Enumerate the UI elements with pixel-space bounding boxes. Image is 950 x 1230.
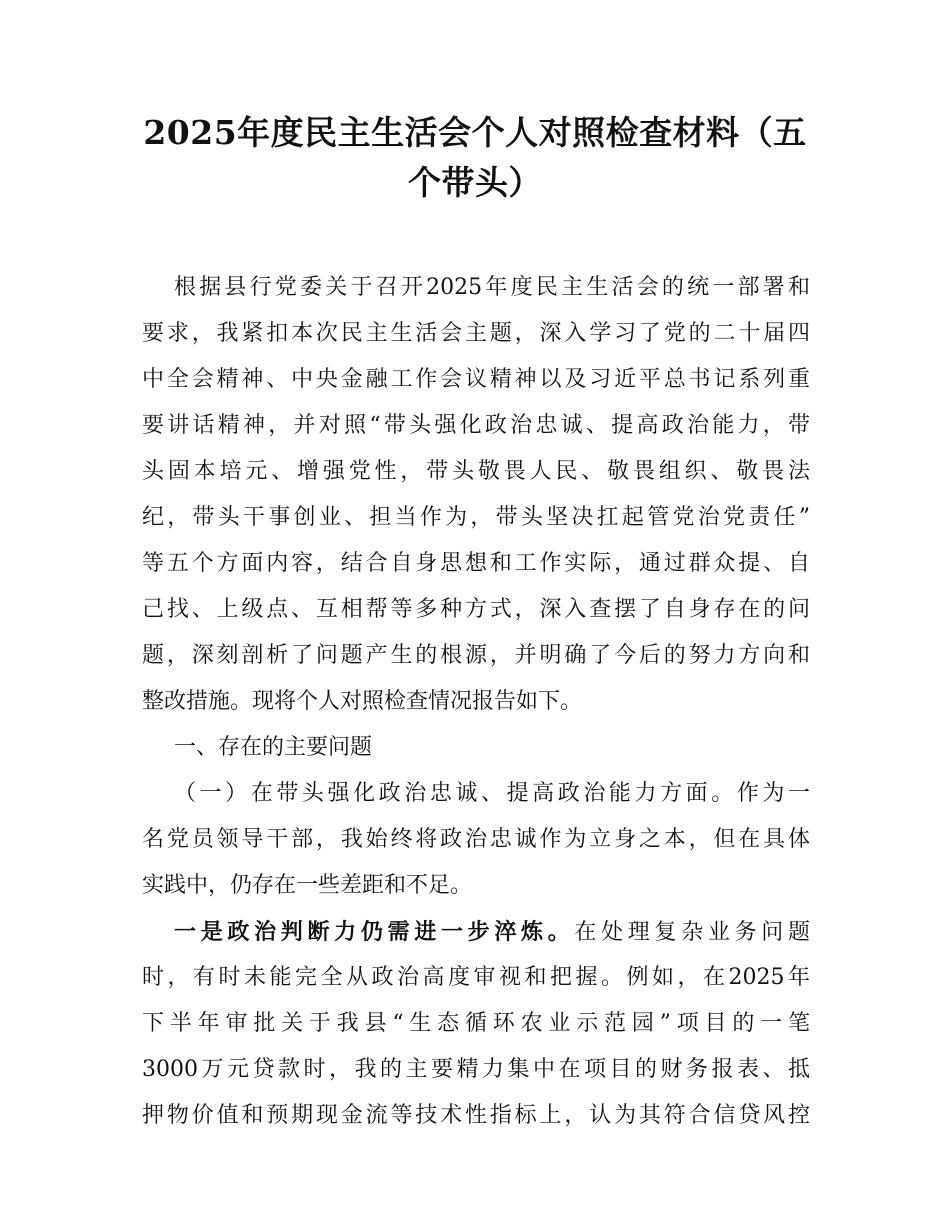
- intro-line: 根据县行党委关于召开2025年度民主生活会的统一部署和: [174, 275, 810, 300]
- point-line: 3000万元贷款时，我的主要精力集中在项目的财务报表、抵: [142, 1057, 810, 1082]
- title-line-1: 2025年度民主生活会个人对照检查材料（五: [143, 113, 807, 152]
- title-line-2: 个带头）: [408, 163, 542, 202]
- intro-line: 题，深刻剖析了问题产生的根源，并明确了今后的努力方向和: [142, 643, 810, 668]
- point-line: [142, 909, 810, 955]
- point-line: 时，有时未能完全从政治高度审视和把握。例如，在2025年: [142, 965, 810, 990]
- intro-line: 己找、上级点、互相帮等多种方式，深入查摆了自身存在的问: [142, 597, 810, 622]
- intro-line: 要求，我紧扣本次民主生活会主题，深入学习了党的二十届四: [142, 321, 810, 346]
- intro-line: 中全会精神、中央金融工作会议精神以及习近平总书记系列重: [142, 367, 810, 392]
- point-heading: 一是政治判断力仍需进一步淬炼。: [174, 919, 575, 945]
- intro-line: 头固本培元、增强党性，带头敬畏人民、敬畏组织、敬畏法: [142, 459, 810, 484]
- subsection-line: 实践中，仍存在一些差距和不足。: [142, 873, 473, 898]
- intro-line: 要讲话精神，并对照“带头强化政治忠诚、提高政治能力，带: [142, 413, 810, 438]
- section-heading: 一、存在的主要问题: [174, 735, 373, 760]
- point-text: 在处理复杂业务问题: [574, 920, 810, 945]
- point-line: 押物价值和预期现金流等技术性指标上，认为其符合信贷风控: [142, 1103, 810, 1128]
- document-body: [142, 265, 810, 1139]
- point-line: 下半年审批关于我县“生态循环农业示范园”项目的一笔: [142, 1011, 810, 1036]
- intro-line: 纪，带头干事创业、担当作为，带头坚决扛起管党治党责任”: [142, 505, 810, 530]
- subsection-line: 名党员领导干部，我始终将政治忠诚作为立身之本，但在具体: [142, 827, 810, 852]
- subsection-line: （一）在带头强化政治忠诚、提高政治能力方面。作为一: [174, 781, 810, 806]
- intro-line: 整改措施。现将个人对照检查情况报告如下。: [142, 689, 583, 714]
- intro-line: 等五个方面内容，结合自身思想和工作实际，通过群众提、自: [142, 551, 810, 576]
- document-title: [140, 108, 810, 208]
